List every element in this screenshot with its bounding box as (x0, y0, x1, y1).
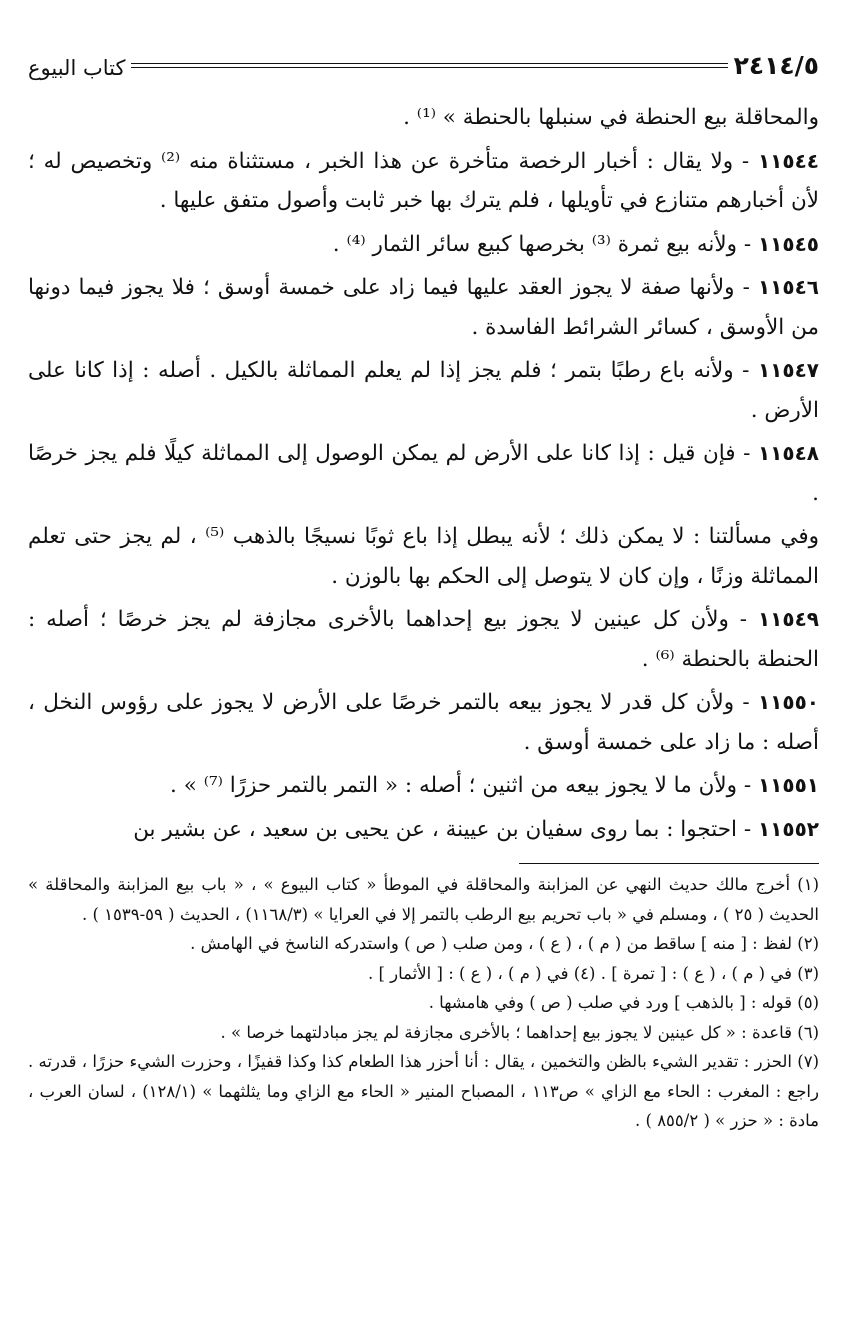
footnote: (٢) لفظ : [ منه ] ساقط من ( م ) ، ( ع ) ، ومن صلب ( ص ) واستدركه الناسخ في الهامش . (190, 934, 819, 953)
paragraph-text: - ولأن كل قدر لا يجوز بيعه بالتمر خرصًا على الأرض لا يجوز على رؤوس النخل ، أصله : ما زاد على خمسة أوسق . (28, 690, 819, 755)
paragraph (28, 98, 819, 138)
footnote: (٣) في ( م ) ، ( ع ) : [ تمرة ] . (٤) في ( م ) ، ( ع ) : [ الأثمار ] . (367, 963, 819, 983)
paragraph (28, 434, 819, 513)
footnote: (٥) قوله : [ بالذهب ] ورد في صلب ( ص ) وفي هامشها . (428, 993, 819, 1012)
header-divider (131, 63, 727, 68)
paragraph-text: - ولأنه باع رطبًا بتمر ؛ فلم يجز إذا لم يعلم المماثلة بالكيل . أصله : إذا كانا على الأرض . (28, 358, 819, 423)
paragraph-number: ١١٥٥٢ (757, 816, 819, 841)
paragraph-number: ١١٥٤٧ (757, 358, 819, 382)
main-text (28, 98, 819, 849)
footnote-divider (519, 863, 819, 864)
footnotes (28, 870, 819, 1136)
paragraph-text: - احتجوا : بما روى سفيان بن عيينة ، عن يحيى بن سعيد ، عن بشير بن (133, 816, 758, 842)
paragraph (28, 766, 819, 806)
paragraph (28, 268, 819, 347)
paragraph-number: ١١٥٥١ (757, 773, 819, 797)
paragraph-text: - ولا يقال : أخبار الرخصة متأخرة عن هذا الخبر ، مستثناة منه ⁽²⁾ وتخصيص له ؛ لأن أخبارهم متنازع في تأويلها ، فلم يترك بها خبر ثابت وأصول متفق عليها . (28, 148, 819, 213)
paragraph (28, 600, 819, 679)
paragraph-number: ١١٥٤٩ (757, 607, 819, 631)
footnote: (١) أخرج مالك حديث النهي عن المزابنة والمحاقلة في الموطأ « كتاب البيوع » ، « باب بيع المزابنة والمحاقلة » الحديث ( ٢٥ ) ، ومسلم في « باب تحريم بيع الرطب بالتمر إلا في العرايا » (١١٦٨/٣) ، الحديث ( ٥٩-١٥٣٩ ) . (28, 875, 819, 924)
paragraph-number: ١١٥٤٨ (757, 441, 819, 465)
paragraph (28, 351, 819, 430)
paragraph (28, 225, 819, 265)
book-title: كتاب البيوع (28, 56, 126, 80)
paragraph-text: - ولأنه بيع ثمرة ⁽³⁾ بخرصها كبيع سائر الثمار ⁽⁴⁾ . (332, 231, 758, 257)
paragraph (28, 517, 819, 596)
paragraph-number: ١١٥٤٦ (757, 275, 819, 299)
footnote: (٦) قاعدة : « كل عينين لا يجوز بيع إحداهما ؛ بالأخرى مجازفة لم يجز مبادلتهما خرصا » . (220, 1022, 819, 1042)
paragraph-text: - ولأنها صفة لا يجوز العقد عليها فيما زاد على خمسة أوسق ؛ فلا يجوز فيما دونها من الأوسق ، كسائر الشرائط الفاسدة . (28, 275, 819, 340)
paragraph-text: - فإن قيل : إذا كانا على الأرض لم يمكن الوصول إلى المماثلة كيلًا فلم يجز خرصًا . (28, 441, 819, 506)
paragraph (28, 810, 819, 850)
footnote: (٧) الحزر : تقدير الشيء بالظن والتخمين ، يقال : أنا أحزر هذا الطعام كذا وكذا قفيزًا ، وحزرت الشيء حزرًا ، قدرته . راجع : المغرب : الحاء مع الزاي » ص١١٣ ، المصباح المنير « الحاء مع الزاي وما يثلثهما » (١٢٨/١) ، لسان العرب ، مادة : « حزر » ( ٨٥٥/٢ ) . (28, 1052, 819, 1130)
page-number: ٢٤١٤/٥ (733, 51, 819, 80)
paragraph (28, 683, 819, 762)
paragraph-number: ١١٥٤٥ (757, 231, 819, 256)
paragraph-text: والمحاقلة بيع الحنطة في سنبلها بالحنطة » ⁽¹⁾ . (403, 105, 819, 130)
paragraph (28, 142, 819, 221)
paragraph-text: - ولأن كل عينين لا يجوز بيع إحداهما بالأخرى مجازفة لم يجز خرصًا ؛ أصله : الحنطة بالحنطة ⁽⁶⁾ . (28, 607, 819, 672)
book-page (28, 40, 819, 1320)
paragraph-number: ١١٥٤٤ (757, 148, 820, 173)
paragraph-number: ١١٥٥٠ (757, 690, 819, 714)
paragraph-text: - ولأن ما لا يجوز بيعه من اثنين ؛ أصله : « التمر بالتمر حزرًا ⁽⁷⁾ » . (170, 773, 758, 798)
page-header (28, 40, 819, 84)
paragraph-text: وفي مسألتنا : لا يمكن ذلك ؛ لأنه يبطل إذا باع ثوبًا نسيجًا بالذهب ⁽⁵⁾ ، لم يجز حتى تعلم المماثلة وزنًا ، وإن كان لا يتوصل إلى الحكم بها بالوزن . (28, 524, 819, 589)
